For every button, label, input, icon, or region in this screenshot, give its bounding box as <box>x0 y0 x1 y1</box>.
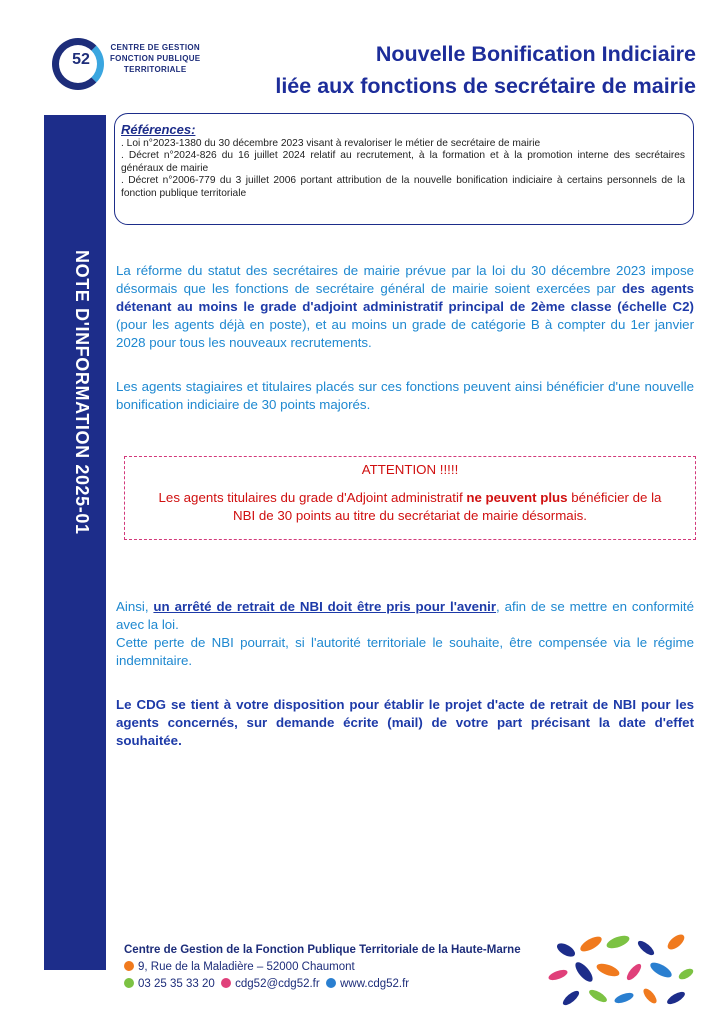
paragraph-text: Cette perte de NBI pourrait, si l'autorité territoriale le souhaite, être compensée via le régime indemnitaire. <box>116 635 694 668</box>
attention-title: ATTENTION !!!!! <box>361 462 459 477</box>
paragraph-text: La réforme du statut des secrétaires de mairie prévue par la loi du 30 décembre 2023 impose désormais que les fonctions de secrétaire général de mairie soient exercées par <box>116 263 694 296</box>
sidebar-label: NOTE D'INFORMATION 2025-01 <box>72 250 92 535</box>
logo-number: 52 <box>72 51 90 68</box>
paragraph-text: (pour les agents déjà en poste), et au moins un grade de catégorie B à compter du 1er janvier 2028 pour tous les nouveaux recrutements. <box>116 317 694 350</box>
logo-line: FONCTION PUBLIQUE <box>110 54 201 63</box>
attention-body <box>125 489 695 525</box>
attention-box <box>124 456 696 540</box>
leaf-shape <box>665 932 687 953</box>
reference-item: . Décret n°2024-826 du 16 juillet 2024 relatif au recrutement, à la formation et à la promotion interne des secrétaires généraux de mairie <box>121 150 685 174</box>
leaf-shape <box>595 961 621 979</box>
paragraph-cdg <box>116 696 694 750</box>
attention-text: Les agents titulaires du grade d'Adjoint administratif <box>158 490 467 505</box>
leaf-shape <box>665 990 686 1007</box>
leaf-shape <box>578 934 604 955</box>
email-link[interactable]: cdg52@cdg52.fr <box>235 978 320 990</box>
leaf-shape <box>561 989 581 1008</box>
footer <box>124 942 544 993</box>
page-title <box>275 38 696 102</box>
paragraph-underlined: un arrêté de retrait de NBI doit être pris pour l'avenir <box>153 599 497 614</box>
phone-icon <box>124 978 134 988</box>
address-text: 9, Rue de la Maladière – 52000 Chaumont <box>138 961 355 973</box>
location-icon <box>124 961 134 971</box>
logo-text <box>110 42 200 75</box>
paragraph-retrait <box>116 598 694 670</box>
leaf-shape <box>613 991 635 1005</box>
title-line-1: Nouvelle Bonification Indiciaire <box>375 42 696 66</box>
logo-line: CENTRE DE GESTION <box>110 43 200 52</box>
paragraph-nbi: Les agents stagiaires et titulaires placés sur ces fonctions peuvent ainsi bénéficier d'une nouvelle bonification indiciaire de 30 points majorés. <box>116 379 694 412</box>
references-heading: Références: <box>121 122 196 137</box>
paragraph-text: Ainsi, <box>116 599 154 614</box>
leaf-shape <box>641 987 659 1006</box>
leaf-shape <box>547 968 569 982</box>
phone-text: 03 25 35 33 20 <box>138 978 215 990</box>
reference-item: . Décret n°2006-779 du 3 juillet 2006 portant attribution de la nouvelle bonification indiciaire à certains personnels de la fonction publique territoriale <box>121 175 685 199</box>
leaf-shape <box>677 967 695 982</box>
leaf-shape <box>555 941 577 960</box>
decorative-leaves <box>546 930 696 1010</box>
website-link[interactable]: www.cdg52.fr <box>340 978 410 990</box>
footer-title: Centre de Gestion de la Fonction Publique Territoriale de la Haute-Marne <box>124 944 521 956</box>
logo <box>52 38 212 98</box>
title-line-2: liée aux fonctions de secrétaire de mairie <box>275 74 696 98</box>
leaf-shape <box>605 933 631 951</box>
attention-text: bénéficier de la NBI de 30 points au titre du secrétariat de mairie désormais. <box>232 490 662 523</box>
leaf-shape <box>636 939 656 958</box>
logo-line: TERRITORIALE <box>123 65 187 74</box>
paragraph-text: , afin de se mettre en conformité avec la loi. <box>116 599 694 632</box>
mail-icon <box>221 978 231 988</box>
paragraph-reform <box>116 262 694 352</box>
references-box <box>114 113 694 225</box>
web-icon <box>326 978 336 988</box>
leaf-shape <box>648 960 674 981</box>
reference-item: . Loi n°2023-1380 du 30 décembre 2023 visant à revaloriser le métier de secrétaire de mairie <box>121 137 541 149</box>
leaf-shape <box>572 960 595 985</box>
paragraph-bold: Le CDG se tient à votre disposition pour établir le projet d'acte de retrait de NBI pour les agents concernés, sur demande écrite (mail) de votre part précisant la date d'effet souhaitée. <box>116 697 694 748</box>
leaf-shape <box>625 962 644 982</box>
attention-bold: ne peuvent plus <box>466 490 568 505</box>
footer-contacts <box>124 976 544 993</box>
leaf-shape <box>587 988 608 1005</box>
paragraph-bold: des agents détenant au moins le grade d'adjoint administratif principal de 2ème classe (échelle C2) <box>116 281 694 314</box>
footer-address <box>124 959 544 976</box>
